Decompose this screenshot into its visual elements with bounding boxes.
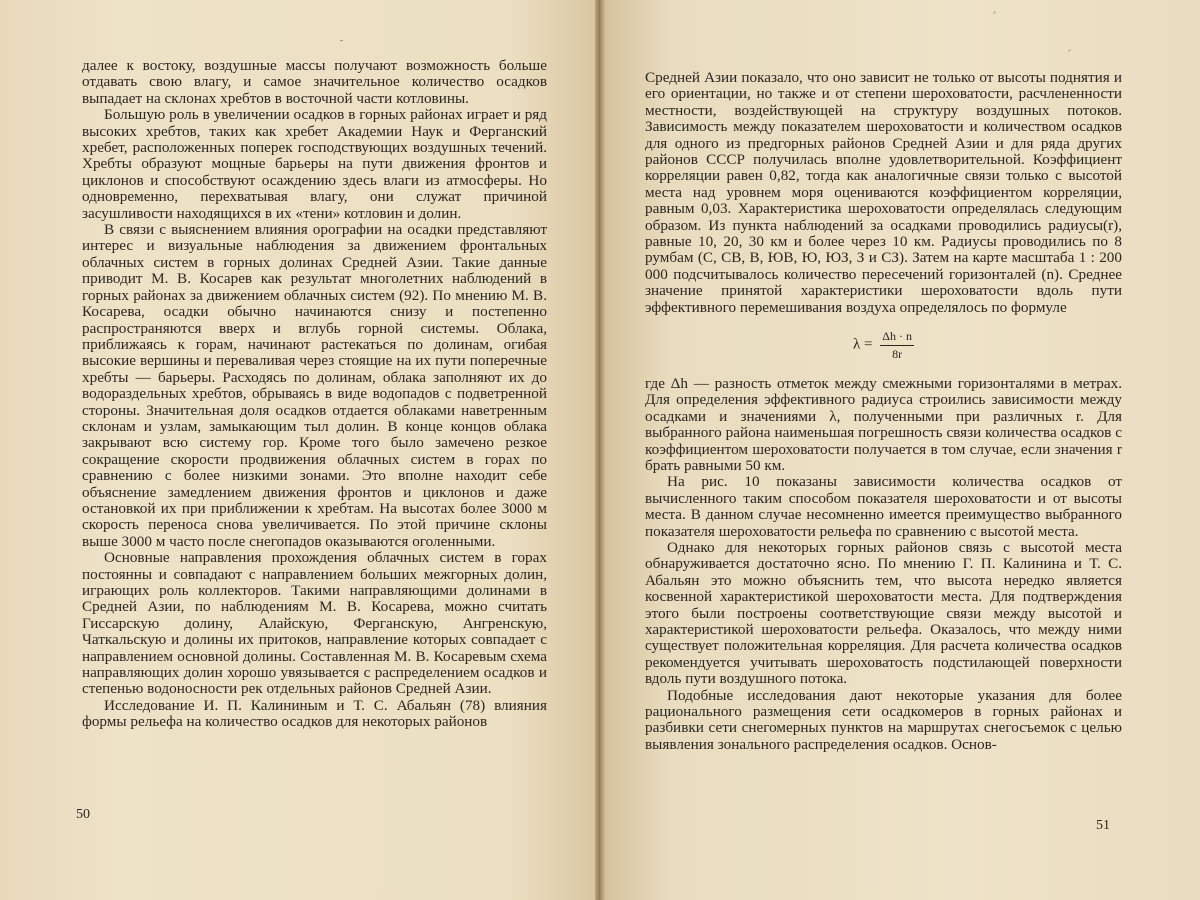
- right-page-text: [645, 70, 1122, 753]
- left-page-text: [82, 58, 547, 731]
- left-page: [0, 0, 598, 900]
- paragraph: Средней Азии показало, что оно зависит не только от высоты поднятия и его ориентации, но также и от степени шероховатости, расчлененности местности, воздействующей на структуру воздушных потоков. Зависимость между показателем шероховатости и количеством осадков для одного из предгорных районов Средней Азии и для ряда других районов СССР получилась вполне удовлетворительной. Коэффициент корреляции равен 0,82, тогда как аналогичные связи только с высотой места над уровнем моря оцениваются коэффициентом корреляции, равным 0,03. Характеристика шероховатости определялась следующим образом. Из пункта наблюдений за осадками проводились радиусы(r), равные 10, 20, 30 км и более через 10 км. Радиусы проводились по 8 румбам (С, СВ, В, ЮВ, Ю, ЮЗ, З и СЗ). Затем на карте масштаба 1 : 200 000 подсчитывалось количество пересечений горизонталей (n). Среднее значение принятой характеристики шероховатости вдоль пути эффективного перемешивания воздуха определялось по формуле: [645, 69, 1122, 316]
- paragraph: Основные направления прохождения облачных систем в горах постоянны и совпадают с направлением больших межгорных долин, играющих роль коллекторов. Такими направляющими долинами в Средней Азии, по наблюдениям М. В. Косарева, можно считать Гиссарскую долину, Алайскую, Ферганскую, Ангренскую, Чаткальскую и долины их притоков, направление которых совпадает с направлением основной долины. Составленная М. В. Косаревым схема направляющих долин хорошо увязывается с распределением осадков и степенью водоносности рек отдельных районов Средней Азии.: [82, 549, 547, 698]
- paragraph: где Δh — разность отметок между смежными горизонталями в метрах. Для определения эффективного радиуса строились зависимости между осадками и значениями λ, полученными при различных r. Для выбранного района наименьшая погрешность связи количества осадков с коэффициентом шероховатости получается в том случае, если значения r брать равными 50 км.: [645, 374, 1122, 474]
- paragraph: На рис. 10 показаны зависимости количества осадков от вычисленного таким способом показателя шероховатости и от высоты места. В данном случае несомненно имеется преимущество выбранного показателя шероховатости рельефа по сравнению с высотой места.: [645, 473, 1122, 540]
- formula-lhs: λ =: [853, 336, 873, 353]
- paragraph: далее к востоку, воздушные массы получают возможность больше отдавать свою влагу, и самое значительное количество осадков выпадает на склонах хребтов в восточной части котловины.: [82, 57, 547, 107]
- paper-speck: [340, 40, 343, 41]
- formula-numerator: Δh · n: [880, 328, 914, 345]
- paragraph: Подобные исследования дают некоторые указания для более рационального размещения сети осадкомеров в горных районах и разбивки сети снегомерных пунктов на маршрутах снегосъемок с целью выявления зонального распределения осадков. Основ-: [645, 686, 1122, 753]
- paragraph: Исследование И. П. Калининым и Т. С. Абальян (78) влияния формы рельефа на количество осадков для некоторых районов: [82, 696, 547, 731]
- right-page: [598, 0, 1200, 900]
- paragraph: Однако для некоторых горных районов связь с высотой места обнаруживается достаточно ясно. По мнению Г. П. Калинина и Т. С. Абальян это можно объяснить тем, что высота нередко является косвенной характеристикой шероховатости места. Для подтверждения этого были построены соответствующие связи между высотой и характеристикой шероховатости рельефа. Оказалось, что между ними существует положительная корреляция. Для расчета количества осадков рекомендуется учитывать шероховатость подстилающей поверхности вдоль пути воздушного потока.: [645, 538, 1122, 688]
- formula-denominator: 8r: [892, 346, 903, 361]
- left-page-number: 50: [76, 807, 90, 822]
- right-page-number: 51: [1096, 818, 1110, 833]
- paper-speck: [1068, 49, 1071, 51]
- roughness-formula: [645, 328, 1122, 362]
- paragraph: Большую роль в увеличении осадков в горных районах играет и ряд высоких хребтов, таких как хребет Академии Наук и Ферганский хребет, расположенных поперек господствующих воздушных течений. Хребты образуют мощные барьеры на пути движения фронтов и циклонов и способствуют осаждению здесь влаги из атмосферы. Но одновременно, перехватывая влагу, они служат причиной засушливости находящихся в их «тени» котловин и долин.: [82, 106, 547, 222]
- paper-speck: [993, 11, 996, 14]
- paragraph: В связи с выяснением влияния орографии на осадки представляют интерес и визуальные наблюдения за движением фронтальных облачных систем в горных долинах Средней Азии. Такие данные приводит М. В. Косарев как результат многолетних наблюдений в горных районах за движением облачных систем (92). По мнению М. В. Косарева, осадки обычно начинаются снизу и постепенно распространяются вверх и вглубь горной системы. Облака, приближаясь к горам, начинают растекаться по долинам, огибая высокие вершины и переваливая через стоящие на их пути поперечные хребты — барьеры. Расходясь по долинам, облака заполняют их до водораздельных хребтов, обрываясь в виде водопадов с подветренной стороны. Значительная доля осадков отдается облаками наветренным склонам и узлам, замыкающим тыл долин. В конце концов облака закрывают всю систему гор. Кроме того было замечено резкое сокращение скорости продвижения облачных систем в горах по сравнению с более низкими зонами. Это вполне находит себе объяснение замедлением движения фронтов и циклонов и даже остановкой их при приближении к хребтам. На высотах более 3000 м скорость переноса снова увеличивается. По этой причине склоны выше 3000 м часто после снегопадов оказываются оголенными.: [82, 221, 547, 550]
- formula-fraction: [880, 328, 914, 362]
- book-gutter: [595, 0, 605, 900]
